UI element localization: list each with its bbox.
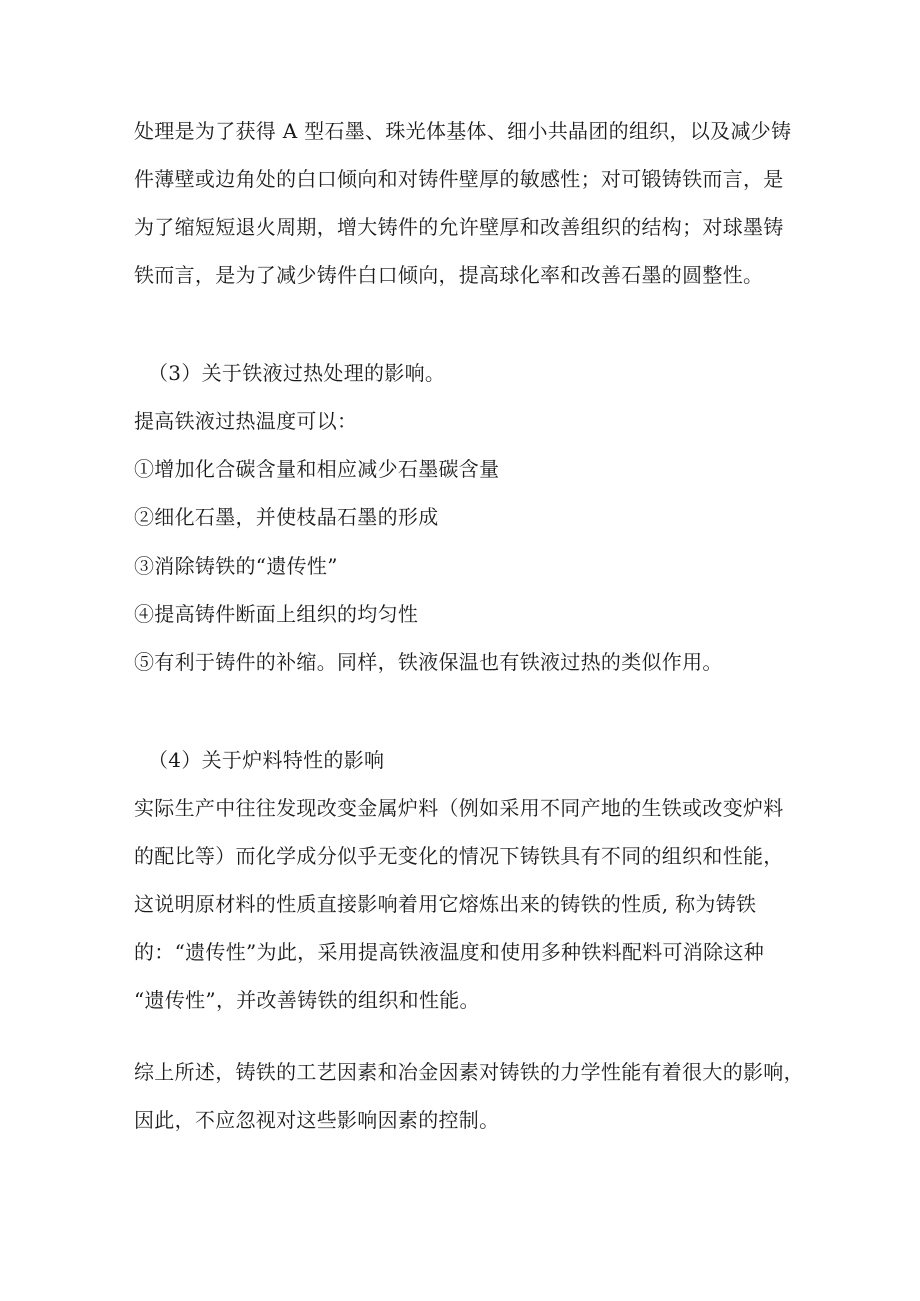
text-line: 这说明原材料的性质直接影响着用它熔炼出来的铸铁的性质, 称为铸铁 xyxy=(134,892,757,916)
section-heading: （3）关于铁液过热处理的影响。 xyxy=(148,361,446,385)
list-item: ②细化石墨，并使枝晶石墨的形成 xyxy=(134,505,439,529)
text-line: 件薄壁或边角处的白口倾向和对铸件壁厚的敏感性；对可锻铸铁而言，是 xyxy=(134,167,784,191)
text-line: “遗传性”，并改善铸铁的组织和性能。 xyxy=(134,988,480,1012)
list-item: ③消除铸铁的“遗传性” xyxy=(134,554,338,578)
text-line: 处理是为了获得 A 型石墨、珠光体基体、细小共晶团的组织，以及减少铸 xyxy=(134,119,792,143)
text-line: 为了缩短短退火周期，增大铸件的允许壁厚和改善组织的结构；对球墨铸 xyxy=(134,215,784,239)
list-item: ①增加化合碳含量和相应减少石墨碳含量 xyxy=(134,457,500,481)
text-line: 的：“遗传性”为此，采用提高铁液温度和使用多种铁料配料可消除这种 xyxy=(134,940,765,964)
text-line: 综上所述，铸铁的工艺因素和冶金因素对铸铁的力学性能有着很大的影响， xyxy=(134,1060,804,1084)
text-line: 因此，不应忽视对这些影响因素的控制。 xyxy=(134,1108,500,1132)
text-line: 实际生产中往往发现改变金属炉料（例如采用不同产地的生铁或改变炉料 xyxy=(134,796,784,820)
text-line: 铁而言，是为了减少铸件白口倾向，提高球化率和改善石墨的圆整性。 xyxy=(134,263,764,287)
section-heading: （4）关于炉料特性的影响 xyxy=(148,748,385,772)
section-intro: 提高铁液过热温度可以： xyxy=(134,409,358,433)
list-item: ⑤有利于铸件的补缩。同样，铁液保温也有铁液过热的类似作用。 xyxy=(134,650,723,674)
list-item: ④提高铸件断面上组织的均匀性 xyxy=(134,602,419,626)
text-line: 的配比等）而化学成分似乎无变化的情况下铸铁具有不同的组织和性能， xyxy=(134,844,784,868)
